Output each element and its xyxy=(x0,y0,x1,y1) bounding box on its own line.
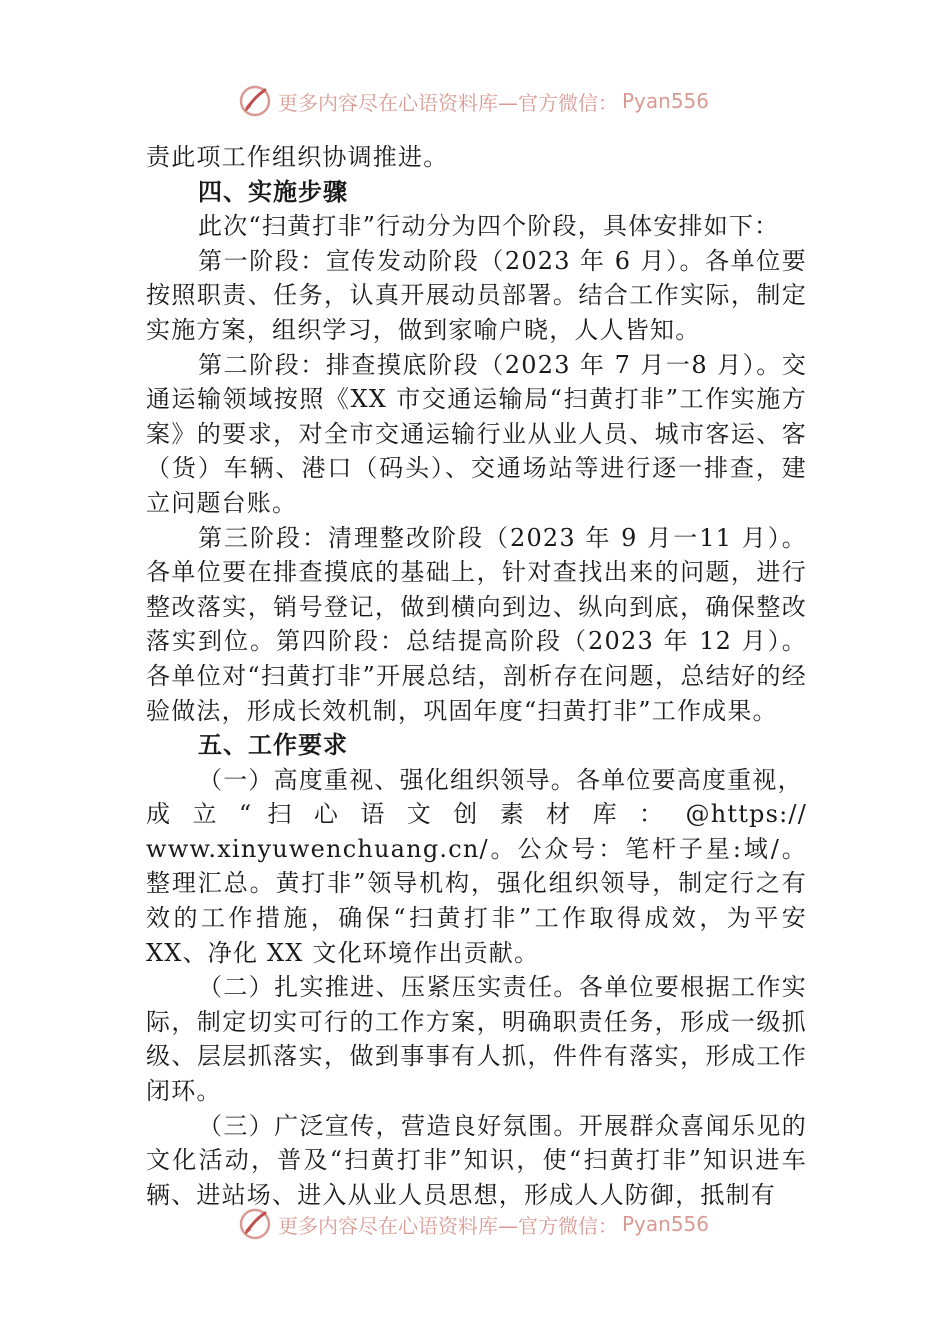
header-watermark xyxy=(238,83,709,119)
section-heading-5: 五、工作要求 xyxy=(198,731,348,760)
watermark-text: 更多内容尽在心语资料库—官方微信： xyxy=(278,1213,618,1238)
paragraph-continuation: 责此项工作组织协调推进。 xyxy=(146,143,449,171)
paragraph-stage-3-4: 第三阶段：清理整改阶段（2023 年 9 月一11 月）。各单位要在排查摸底的基础上，针对查找出来的问题，进行整改落实，销号登记，做到横向到边、纵向到底，确保整改落实到位。第四阶段：总结提高阶段（2023 年 12 月）。各单位对“扫黄打非”开展总结，剖析存在问题，总结好的经验做法，形成长效机制，巩固年度“扫黄打非”工作成果。 xyxy=(146,523,807,725)
requirement-2: （二）扎实推进、压紧压实责任。各单位要根据工作实际，制定切实可行的工作方案，明确职责任务，形成一级抓级、层层抓落实，做到事事有人抓，件件有落实，形成工作闭环。 xyxy=(146,973,807,1106)
requirement-3: （三）广泛宣传，营造良好氛围。开展群众喜闻乐见的文化活动，普及“扫黄打非”知识，使“扫黄打非”知识进车辆、进站场、进入从业人员思想，形成人人防御，抵制有 xyxy=(146,1111,807,1209)
requirement-1-rest: www.xinyuwenchuang.cn/。公众号：笔杆子星:域/。整理汇总。黄打非”领导机构，强化组织领导，制定行之有效的工作措施，确保“扫黄打非”工作取得成效，为平安 XX、净化 XX 文化环境作出贡献。 xyxy=(146,834,807,967)
watermark-code: Pyan556 xyxy=(622,89,710,113)
paragraph-stage-1: 第一阶段：宣传发动阶段（2023 年 6 月）。各单位要按照职责、任务，认真开展动员部署。结合工作实际，制定实施方案，组织学习，做到家喻户晓，人人皆知。 xyxy=(146,246,807,344)
requirement-1-line-1: （一）高度重视、强化组织领导。各单位要高度重视， xyxy=(198,765,803,794)
paragraph-intro: 此次“扫黄打非”行动分为四个阶段，具体安排如下： xyxy=(198,212,780,241)
paragraph-stage-2: 第二阶段：排查摸底阶段（2023 年 7 月一8 月）。交通运输领域按照《XX 市交通运输局“扫黄打非”工作实施方案》的要求，对全市交通运输行业从业人员、城市客运、客（货）车辆、港口（码头）、交通场站等进行逐一排查，建立问题台账。 xyxy=(146,350,807,517)
requirement-1-line-2: 成 立 “ 扫 心 语 文 创 素 材 库 ： @https:// xyxy=(146,800,807,829)
watermark-text: 更多内容尽在心语资料库—官方微信： xyxy=(278,90,618,115)
brush-logo-icon xyxy=(238,1207,272,1241)
section-heading-4: 四、实施步骤 xyxy=(198,177,348,206)
document-body xyxy=(146,140,807,1212)
footer-watermark xyxy=(238,1206,709,1242)
watermark-code: Pyan556 xyxy=(622,1212,710,1236)
brush-logo-icon xyxy=(238,84,272,118)
